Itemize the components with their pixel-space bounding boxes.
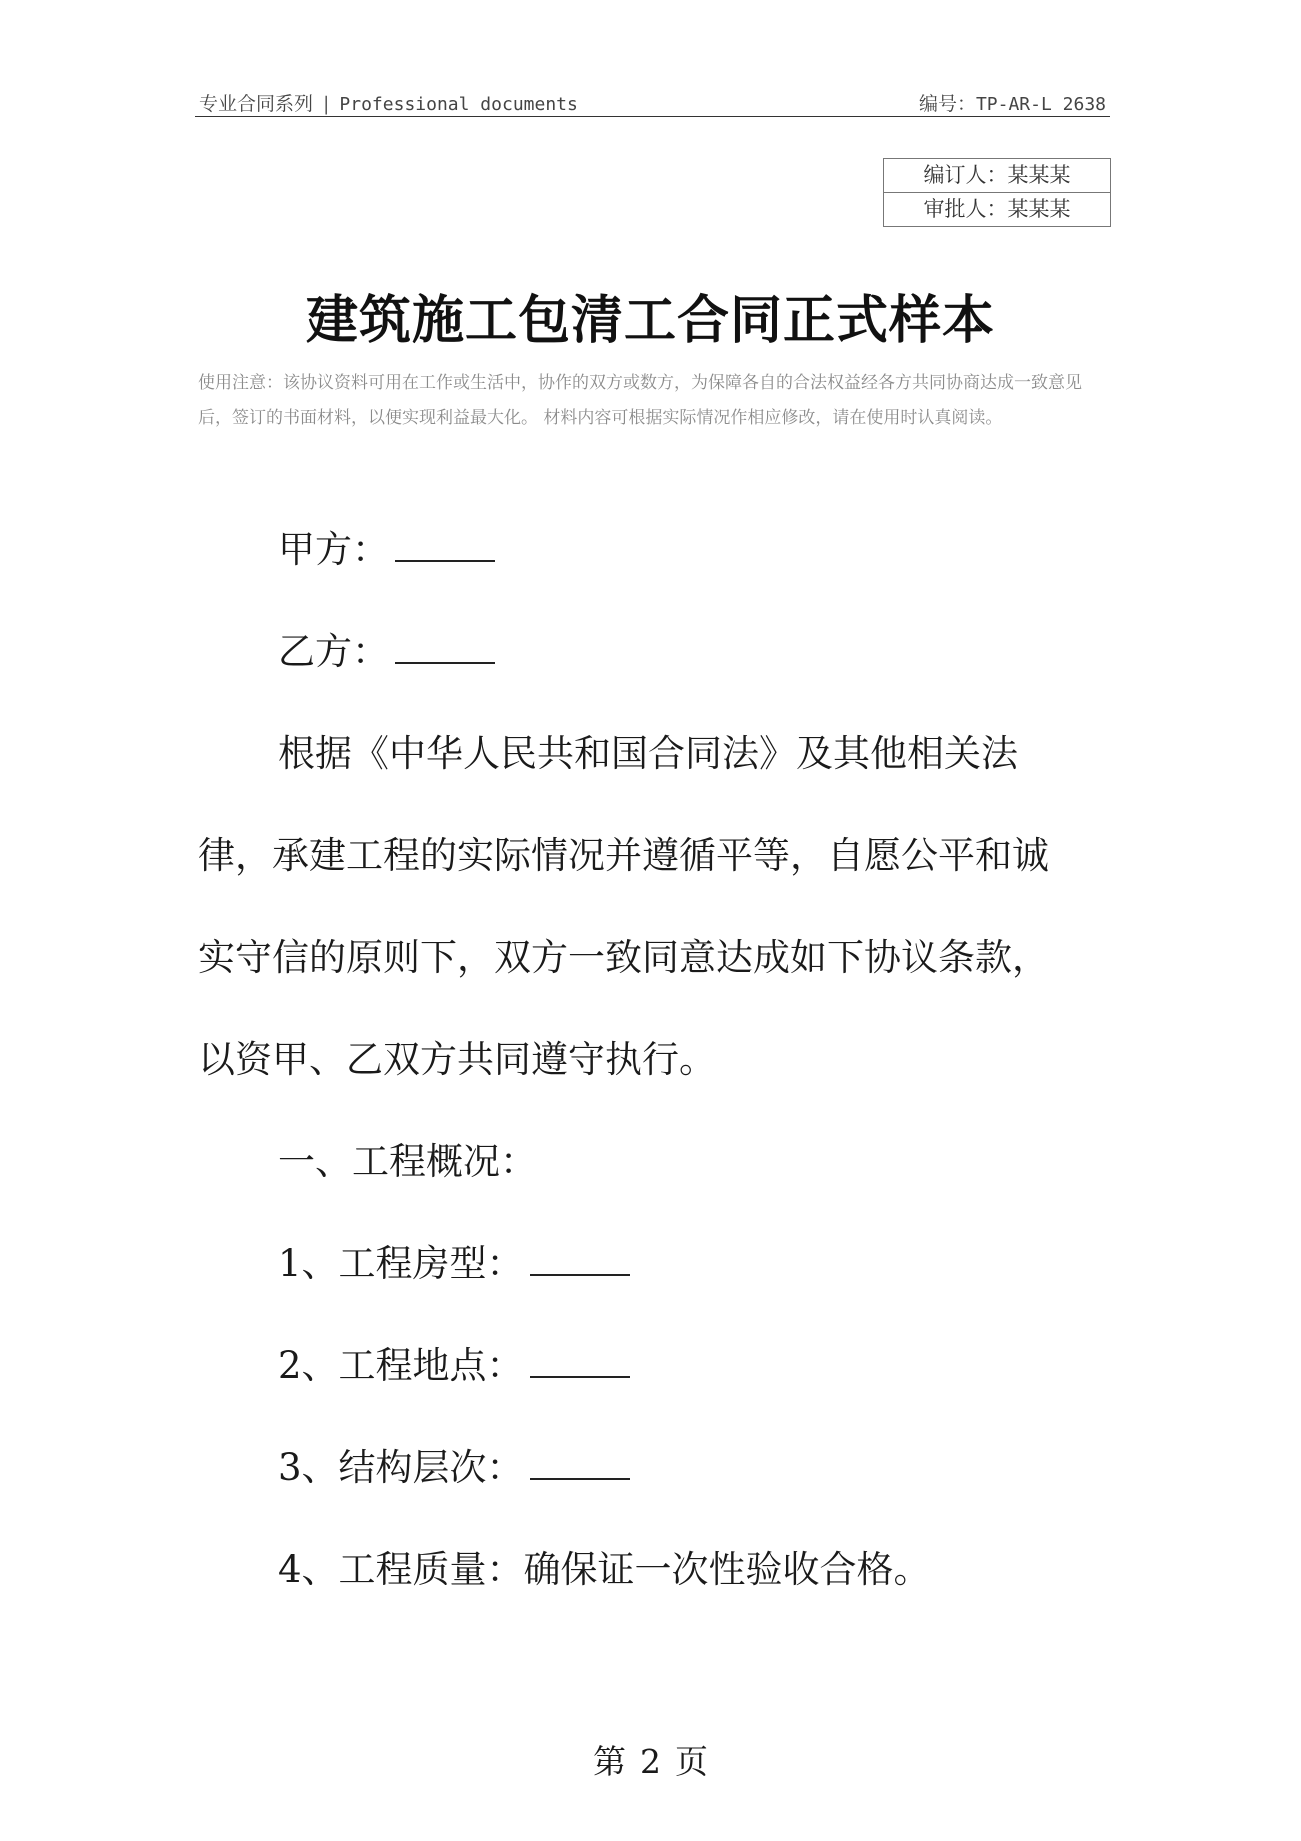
page-header <box>195 86 1110 117</box>
item-1-line <box>278 1240 630 1288</box>
party-a-blank <box>395 554 495 562</box>
footer-suffix: 页 <box>675 1742 708 1781</box>
header-code-value: TP-AR-L 2638 <box>975 94 1106 115</box>
item-2-label: 2、工程地点： <box>278 1344 524 1387</box>
footer-prefix: 第 <box>593 1742 626 1781</box>
paragraph-line-3: 实守信的原则下，双方一致同意达成如下协议条款， <box>198 936 1049 979</box>
item-3-label: 3、结构层次： <box>278 1446 524 1489</box>
editor-row: 编订人：某某某 <box>923 163 1071 187</box>
header-series-cn: 专业合同系列 <box>199 93 314 115</box>
approver-row: 审批人：某某某 <box>884 192 1110 226</box>
paragraph-line-4: 以资甲、乙双方共同遵守执行。 <box>198 1038 716 1081</box>
item-2-line <box>278 1342 630 1390</box>
party-b-line <box>278 628 495 676</box>
item-3-line <box>278 1444 630 1492</box>
party-b-blank <box>395 656 495 664</box>
party-a-label: 甲方： <box>278 528 389 571</box>
usage-notice: 使用注意：该协议资料可用在工作或生活中，协作的双方或数方，为保障各自的合法权益经各方共同协商达成一致意见后，签订的书面材料，以便实现利益最大化。 材料内容可根据实际情况作相应修改，请在使用时认真阅读。 <box>198 373 1082 428</box>
section-heading-1: 一、工程概况： <box>278 1140 537 1183</box>
page-number: 2 <box>640 1742 661 1781</box>
header-code-label: 编号： <box>918 93 976 115</box>
item-2-blank <box>530 1370 630 1378</box>
editor-approver-box <box>883 158 1111 227</box>
header-doc-code <box>919 89 1106 116</box>
item-4-line: 4、工程质量：确保证一次性验收合格。 <box>278 1548 931 1591</box>
item-3-blank <box>530 1472 630 1480</box>
party-b-label: 乙方： <box>278 630 389 673</box>
item-1-blank <box>530 1268 630 1276</box>
document-title: 建筑施工包清工合同正式样本 <box>305 290 995 351</box>
header-series <box>199 89 578 116</box>
paragraph-line-2: 律，承建工程的实际情况并遵循平等，自愿公平和诚 <box>198 834 1049 877</box>
header-series-en: Professional documents <box>339 94 578 115</box>
page-footer <box>0 1736 1301 1783</box>
header-separator: | <box>323 93 330 115</box>
party-a-line <box>278 526 495 574</box>
paragraph-line-1: 根据《中华人民共和国合同法》及其他相关法 <box>278 732 1018 775</box>
item-1-label: 1、工程房型： <box>278 1242 524 1285</box>
